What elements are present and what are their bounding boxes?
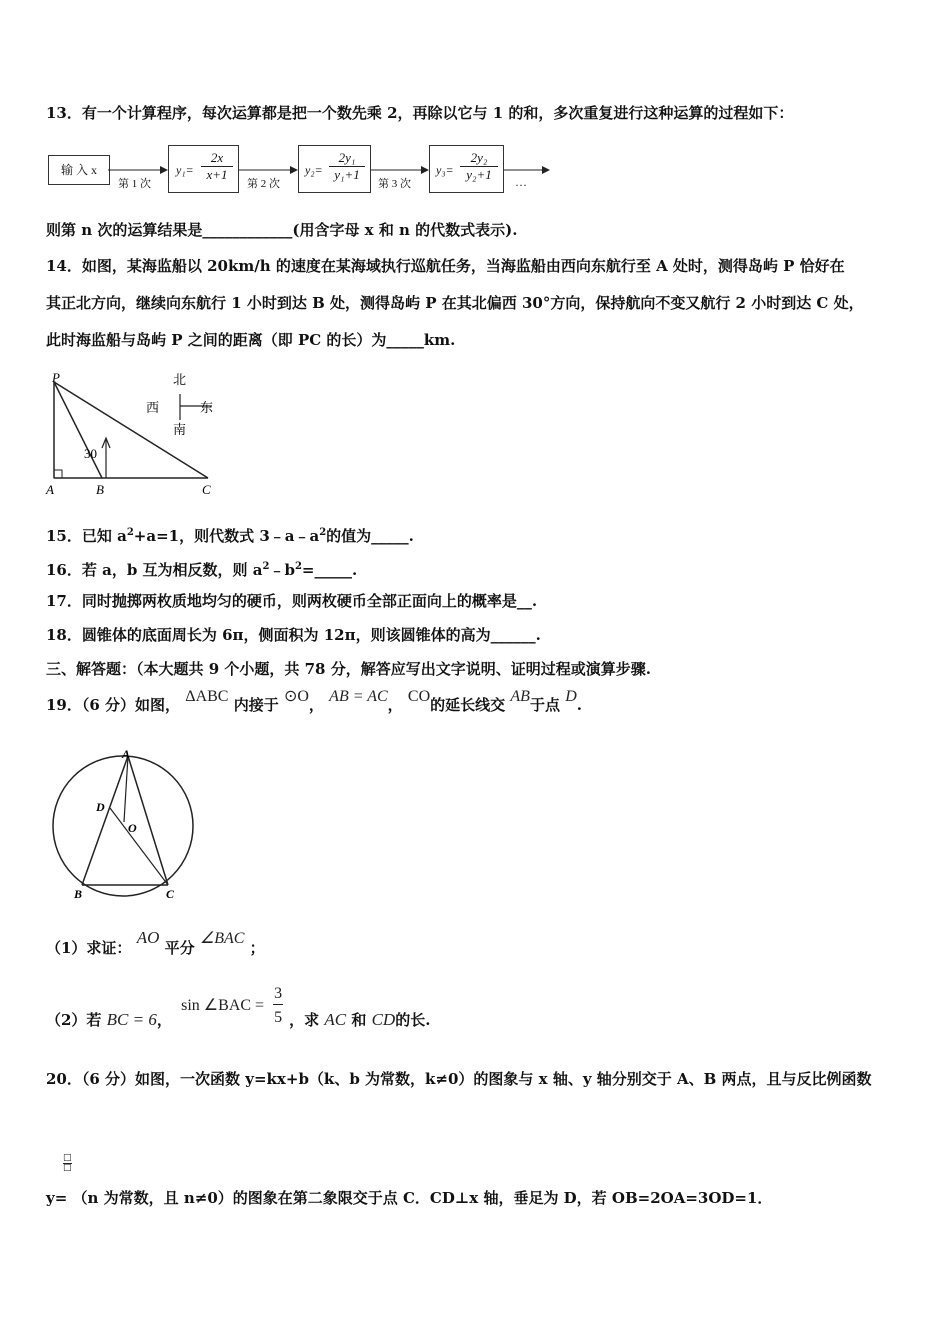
q19-circle: ⊙O — [283, 688, 309, 705]
y1-denominator: x+1 — [206, 167, 228, 182]
q19-pre: 19．（6 分）如图， — [46, 696, 181, 714]
fig14-label-C: C — [202, 482, 211, 497]
q16-mid: ﹣b — [269, 561, 295, 579]
fig14-north: 北 — [173, 373, 187, 388]
q15-post: 的值为_____. — [326, 527, 414, 545]
q19-p1-angle: ∠BAC — [199, 930, 245, 947]
y3-lhs: y₃= — [436, 163, 454, 177]
q14-line1: 14．如图，某海监船以 20km/h 的速度在某海域执行巡航任务，当海监船由西向东航行至 A 处时，测得岛屿 P 恰好在 — [46, 257, 845, 275]
q19-p1-mid: 平分 — [164, 939, 195, 957]
q19-p2-pre: （2）若 — [46, 1011, 102, 1029]
y2-lhs: y₂= — [305, 163, 323, 177]
q19-part2 — [46, 985, 431, 1030]
flow-box-y1 — [168, 145, 239, 193]
y3-numerator: 2y₂ — [460, 150, 498, 167]
q19-p1-end: ； — [249, 939, 265, 957]
q19-equality: AB = AC — [329, 688, 388, 705]
q16-sup1: 2 — [262, 561, 270, 572]
q19-t1: 内接于 — [233, 696, 279, 714]
q19-part1 — [46, 928, 265, 959]
q19-text — [46, 688, 582, 716]
section3-heading: 三、解答题：（本大题共 9 个小题，共 78 分，解答应写出文字说明、证明过程或演算步骤. — [46, 660, 651, 678]
q14-figure — [40, 368, 240, 500]
q16-post: =_____. — [301, 561, 358, 579]
q19-p2-end: 的长. — [395, 1011, 431, 1029]
fig14-south: 南 — [173, 423, 187, 438]
q19-p2-sin-expr — [177, 985, 289, 1030]
flow-step2-label: 第 2 次 — [247, 178, 280, 190]
fig14-label-P: P — [52, 370, 60, 385]
y1-numerator: 2x — [201, 150, 233, 167]
q19-d: D — [565, 688, 577, 705]
fig19-label-B: B — [74, 887, 83, 901]
fig14-label-A: A — [46, 482, 54, 497]
q19-p2-ac: AC — [324, 1010, 347, 1029]
q19-figure — [48, 748, 198, 903]
q18-text: 18．圆锥体的底面周长为 6π，侧面积为 12π，则该圆锥体的高为______. — [46, 626, 541, 644]
q19-triangle: ΔABC — [185, 688, 229, 705]
y3-fraction — [460, 150, 498, 183]
q13-answer-line: 则第 n 次的运算结果是____________(用含字母 x 和 n 的代数式表示). — [46, 221, 518, 239]
q19-p1-pre: （1）求证： — [46, 939, 132, 957]
q19-comma1: ， — [308, 696, 324, 714]
flow-ellipsis: … — [515, 175, 527, 189]
q14-line2: 其正北方向，继续向东航行 1 小时到达 B 处，测得岛屿 P 在其北偏西 30°方向，保持航向不变又航行 2 小时到达 C 处， — [46, 294, 864, 312]
q19-p2-comma: ， — [156, 1011, 172, 1029]
y3-denominator: y₂+1 — [466, 167, 492, 182]
y1-fraction — [201, 150, 233, 183]
q20-frac-top: □ — [63, 1153, 72, 1163]
q20-frac-bot: □ — [63, 1163, 72, 1173]
q19-dot: . — [576, 696, 582, 714]
q16-sup2: 2 — [294, 561, 302, 572]
fig14-east: 东 — [200, 401, 214, 416]
flow-step1-label: 第 1 次 — [118, 178, 151, 190]
flow-box-y3 — [429, 145, 504, 193]
q19-p2-den: 5 — [274, 1009, 283, 1026]
y2-numerator: 2y₁ — [329, 150, 365, 167]
q15-mid: +a=1，则代数式 3﹣a﹣a — [133, 527, 320, 545]
q13-text: 13．有一个计算程序，每次运算都是把一个数先乘 2，再除以它与 1 的和，多次重复进行这种运算的过程如下： — [46, 104, 794, 122]
y2-denominator: y₁+1 — [334, 167, 360, 182]
q20-fraction-placeholder — [63, 1154, 72, 1173]
q15-text — [46, 523, 414, 546]
q20-line2: y= （n 为常数，且 n≠0）的图象在第二象限交于点 C．CD⊥x 轴，垂足为 D，若 OB=2OA=3OD=1． — [46, 1189, 773, 1207]
q19-p1-ao: AO — [136, 928, 160, 947]
flow-box-y2 — [298, 145, 371, 193]
q19-p2-sin: sin ∠BAC = — [181, 997, 265, 1014]
fig19-label-O: O — [128, 821, 137, 835]
y1-lhs: y₁= — [176, 163, 194, 177]
q16-pre: 16．若 a，b 互为相反数，则 a — [46, 561, 263, 579]
q16-text — [46, 557, 357, 580]
q19-comma2: ， — [387, 696, 403, 714]
q19-p2-cd: CD — [371, 1010, 396, 1029]
fig14-west: 西 — [146, 401, 160, 416]
flow-input-label: 输 入 x — [60, 163, 97, 177]
q19-t3: 于点 — [529, 696, 560, 714]
y2-fraction — [329, 150, 365, 183]
q19-co: CO — [407, 688, 431, 705]
q15-sup2: 2 — [319, 527, 327, 538]
q19-p2-mid: ，求 — [289, 1011, 320, 1029]
q14-line3: 此时海监船与岛屿 P 之间的距离（即 PC 的长）为_____km. — [46, 331, 456, 349]
q19-p2-num: 3 — [273, 984, 283, 1005]
q20-line1: 20．（6 分）如图，一次函数 y=kx+b（k、b 为常数，k≠0）的图象与 x 轴、y 轴分别交于 A、B 两点，且与反比例函数 — [46, 1070, 872, 1088]
q19-p2-bc: BC = 6 — [106, 1010, 157, 1029]
q19-ab: AB — [510, 688, 530, 705]
q19-t2: 的延长线交 — [430, 696, 506, 714]
q15-pre: 15．已知 a — [46, 527, 127, 545]
q19-p2-and: 和 — [351, 1011, 367, 1029]
q15-sup1: 2 — [126, 527, 134, 538]
fig19-label-A: A — [122, 748, 131, 761]
fig14-label-B: B — [96, 482, 104, 497]
fig14-angle-label: 30 — [84, 446, 97, 461]
q17-text: 17．同时抛掷两枚质地均匀的硬币，则两枚硬币全部正面向上的概率是__. — [46, 592, 538, 610]
fig19-label-C: C — [166, 887, 175, 901]
fig19-label-D: D — [96, 800, 105, 814]
flow-step3-label: 第 3 次 — [378, 178, 411, 190]
